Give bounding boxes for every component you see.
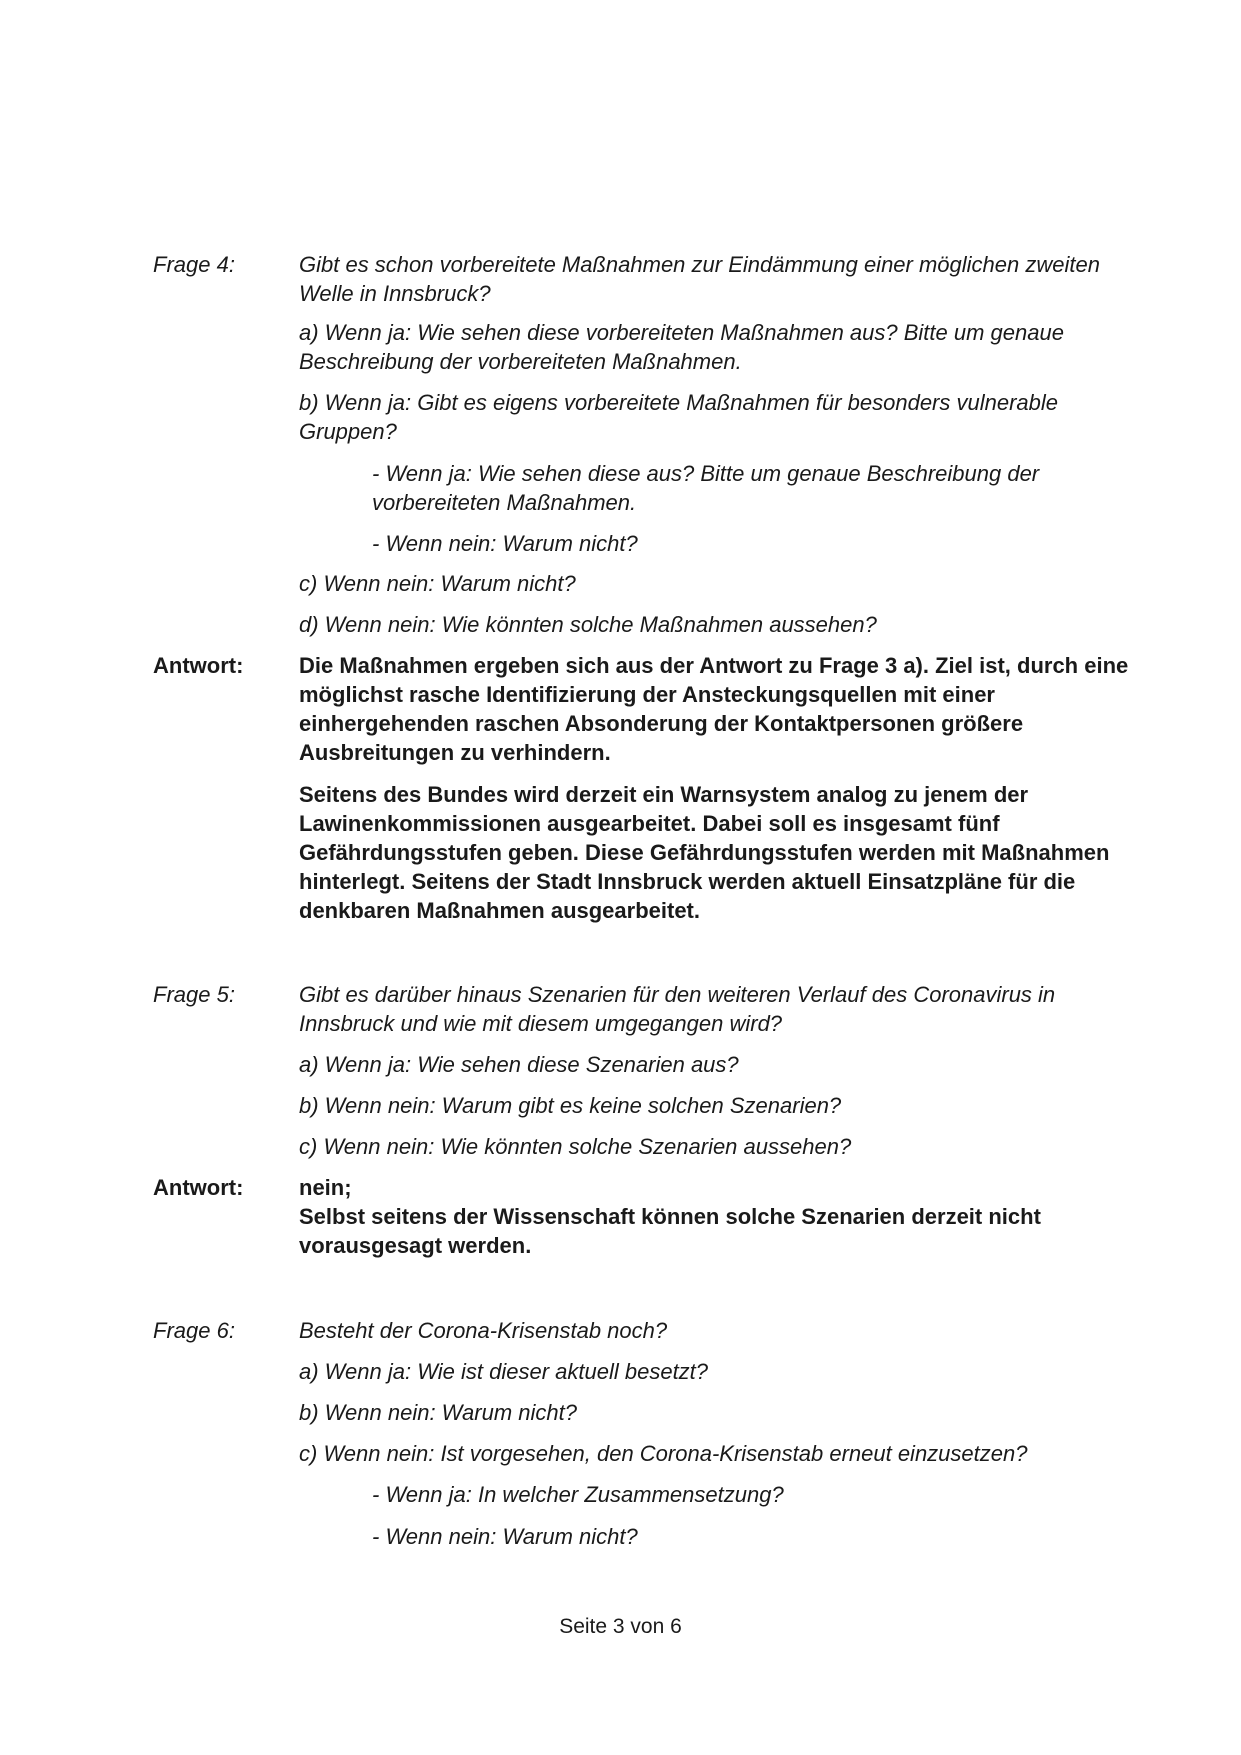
question-5-text: Gibt es darüber hinaus Szenarien für den weiteren Verlauf des Coronavirus in Innsbruck und wie mit diesem umgegangen wird? bbox=[299, 982, 1056, 1036]
question-6-label: Frage 6: bbox=[153, 1318, 235, 1343]
question-4-item-b-sub-yes: - Wenn ja: Wie sehen diese aus? Bitte um genaue Beschreibung der vorbereiteten Maßnahmen. bbox=[372, 461, 1040, 515]
question-6-item-a: a) Wenn ja: Wie ist dieser aktuell besetzt? bbox=[299, 1359, 709, 1384]
question-5-label: Frage 5: bbox=[153, 982, 235, 1007]
question-4-text: Gibt es schon vorbereitete Maßnahmen zur Eindämmung einer möglichen zweiten Welle in Innsbruck? bbox=[299, 252, 1100, 306]
answer-4-paragraph-2: Seitens des Bundes wird derzeit ein Warnsystem analog zu jenem der Lawinenkommissionen ausgearbeitet. Dabei soll es insgesamt fünf Gefährdungsstufen geben. Diese Gefährdungsstufen werden mit Maßnahmen hinterlegt. Seitens der Stadt Innsbruck werden aktuell Einsatzpläne für die denkbaren Maßnahmen ausgearbeitet. bbox=[299, 782, 1110, 923]
answer-5-paragraph-1: Selbst seitens der Wissenschaft können solche Szenarien derzeit nicht vorausgesagt werden. bbox=[299, 1204, 1041, 1258]
page-number: Seite 3 von 6 bbox=[559, 1615, 682, 1638]
question-5-item-a: a) Wenn ja: Wie sehen diese Szenarien aus? bbox=[299, 1052, 739, 1077]
question-6-item-c: c) Wenn nein: Ist vorgesehen, den Corona-Krisenstab erneut einzusetzen? bbox=[299, 1441, 1028, 1466]
question-5-item-c: c) Wenn nein: Wie könnten solche Szenarien aussehen? bbox=[299, 1134, 852, 1159]
question-4-item-c: c) Wenn nein: Warum nicht? bbox=[299, 571, 576, 596]
question-4-item-d: d) Wenn nein: Wie könnten solche Maßnahmen aussehen? bbox=[299, 612, 877, 637]
question-4-item-b-sub-no: - Wenn nein: Warum nicht? bbox=[372, 531, 638, 556]
answer-5-label: Antwort: bbox=[153, 1175, 244, 1200]
question-5-item-b: b) Wenn nein: Warum gibt es keine solchen Szenarien? bbox=[299, 1093, 842, 1118]
question-6-text: Besteht der Corona-Krisenstab noch? bbox=[299, 1318, 668, 1343]
question-6-item-c-sub-yes: - Wenn ja: In welcher Zusammensetzung? bbox=[372, 1482, 784, 1507]
question-4-label: Frage 4: bbox=[153, 252, 235, 277]
answer-5-line-1: nein; bbox=[299, 1175, 352, 1200]
question-6-item-b: b) Wenn nein: Warum nicht? bbox=[299, 1400, 577, 1425]
answer-4-label: Antwort: bbox=[153, 653, 244, 678]
question-6-item-c-sub-no: - Wenn nein: Warum nicht? bbox=[372, 1524, 638, 1549]
answer-4-paragraph-1: Die Maßnahmen ergeben sich aus der Antwort zu Frage 3 a). Ziel ist, durch eine möglichst rasche Identifizierung der Ansteckungsquellen mit einer einhergehenden raschen Absonderung der Kontaktpersonen größere Ausbreitungen zu verhindern. bbox=[299, 653, 1129, 765]
question-4-item-b: b) Wenn ja: Gibt es eigens vorbereitete Maßnahmen für besonders vulnerable Gruppen? bbox=[299, 390, 1059, 444]
question-4-item-a: a) Wenn ja: Wie sehen diese vorbereiteten Maßnahmen aus? Bitte um genaue Beschreibung der vorbereiteten Maßnahmen. bbox=[299, 320, 1064, 374]
